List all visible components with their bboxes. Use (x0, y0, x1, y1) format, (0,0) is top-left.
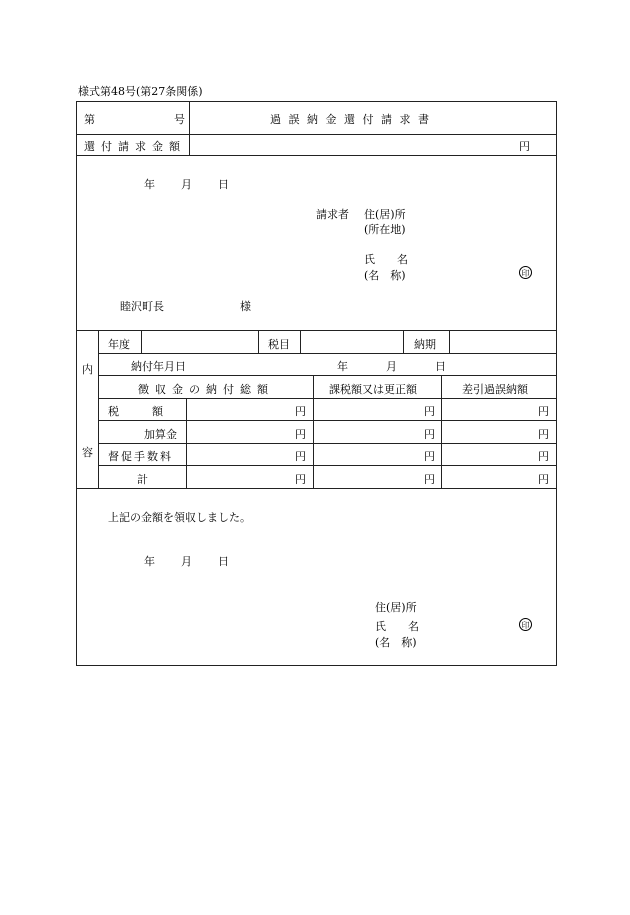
refund-amount-label: 還付請求金額 (84, 140, 186, 153)
number-prefix: 第 (84, 113, 95, 126)
date-day: 日 (218, 178, 229, 191)
yen-unit: 円 (538, 405, 549, 418)
payment-period-label: 納期 (414, 338, 436, 351)
fiscal-year-label: 年度 (108, 338, 130, 351)
col-divider (441, 375, 442, 488)
yen-unit: 円 (295, 428, 306, 441)
row-line (98, 375, 557, 376)
cell-divider (449, 330, 450, 353)
yen-unit: 円 (424, 428, 435, 441)
payment-date-month: 月 (386, 360, 397, 373)
date-month: 月 (181, 178, 192, 191)
payment-date-year: 年 (337, 360, 348, 373)
row-label-total: 計 (137, 473, 148, 486)
address-label: 住(居)所 (364, 208, 406, 221)
receipt-date-day: 日 (218, 555, 229, 568)
yen-unit: 円 (295, 473, 306, 486)
divider (76, 155, 557, 156)
row-line (98, 398, 557, 399)
receipt-name-label: 氏 名 (375, 620, 419, 633)
form-title: 過 誤 納 金 還 付 請 求 書 (270, 113, 431, 126)
row-label-reminder-fee: 督促手数料 (108, 450, 173, 463)
seal-icon: 印 (519, 266, 532, 279)
col-divider (186, 398, 187, 488)
yen-unit: 円 (538, 428, 549, 441)
cell-divider (300, 330, 301, 353)
column-header-total-paid: 徴収金の納付総額 (138, 383, 274, 396)
column-header-assessed: 課税額又は更正額 (329, 383, 417, 396)
cell-divider (141, 330, 142, 353)
seal-icon: 印 (519, 618, 532, 631)
payment-date-label: 納付年月日 (131, 360, 186, 373)
divider (76, 488, 557, 489)
yen-unit: 円 (424, 450, 435, 463)
receipt-date-month: 月 (181, 555, 192, 568)
receipt-name-alt-label: (名 称) (375, 636, 417, 649)
name-label: 氏 名 (364, 253, 408, 266)
row-line (98, 420, 557, 421)
row-line (98, 443, 557, 444)
date-year: 年 (144, 178, 155, 191)
column-header-overpaid: 差引過誤納額 (462, 383, 528, 396)
cell-divider (403, 330, 404, 353)
name-alt-label: (名 称) (364, 269, 406, 282)
receipt-statement: 上記の金額を領収しました。 (108, 511, 251, 524)
receipt-address-label: 住(居)所 (375, 601, 417, 614)
contents-side-label-2: 容 (82, 446, 93, 459)
yen-unit: 円 (424, 473, 435, 486)
row-label-tax: 税 額 (108, 405, 163, 418)
yen-unit: 円 (538, 473, 549, 486)
tax-item-label: 税目 (268, 338, 290, 351)
yen-unit: 円 (295, 405, 306, 418)
row-line (98, 353, 557, 354)
receipt-date-year: 年 (144, 555, 155, 568)
divider (76, 134, 557, 135)
yen-unit: 円 (295, 450, 306, 463)
addressee: 睦沢町長 (120, 300, 164, 313)
cell-divider (258, 330, 259, 353)
divider (76, 330, 557, 331)
yen-unit: 円 (538, 450, 549, 463)
row-label-surcharge: 加算金 (144, 428, 177, 441)
header-divider (189, 101, 190, 155)
payment-date-day: 日 (435, 360, 446, 373)
yen-unit: 円 (519, 140, 530, 153)
col-divider (313, 375, 314, 488)
yen-unit: 円 (424, 405, 435, 418)
form-number: 様式第48号(第27条関係) (78, 85, 203, 98)
honorific: 様 (240, 300, 251, 313)
requester-label: 請求者 (316, 208, 349, 221)
row-line (98, 465, 557, 466)
location-label: (所在地) (364, 223, 406, 236)
contents-side-label-1: 内 (82, 363, 93, 376)
number-suffix: 号 (174, 113, 185, 126)
